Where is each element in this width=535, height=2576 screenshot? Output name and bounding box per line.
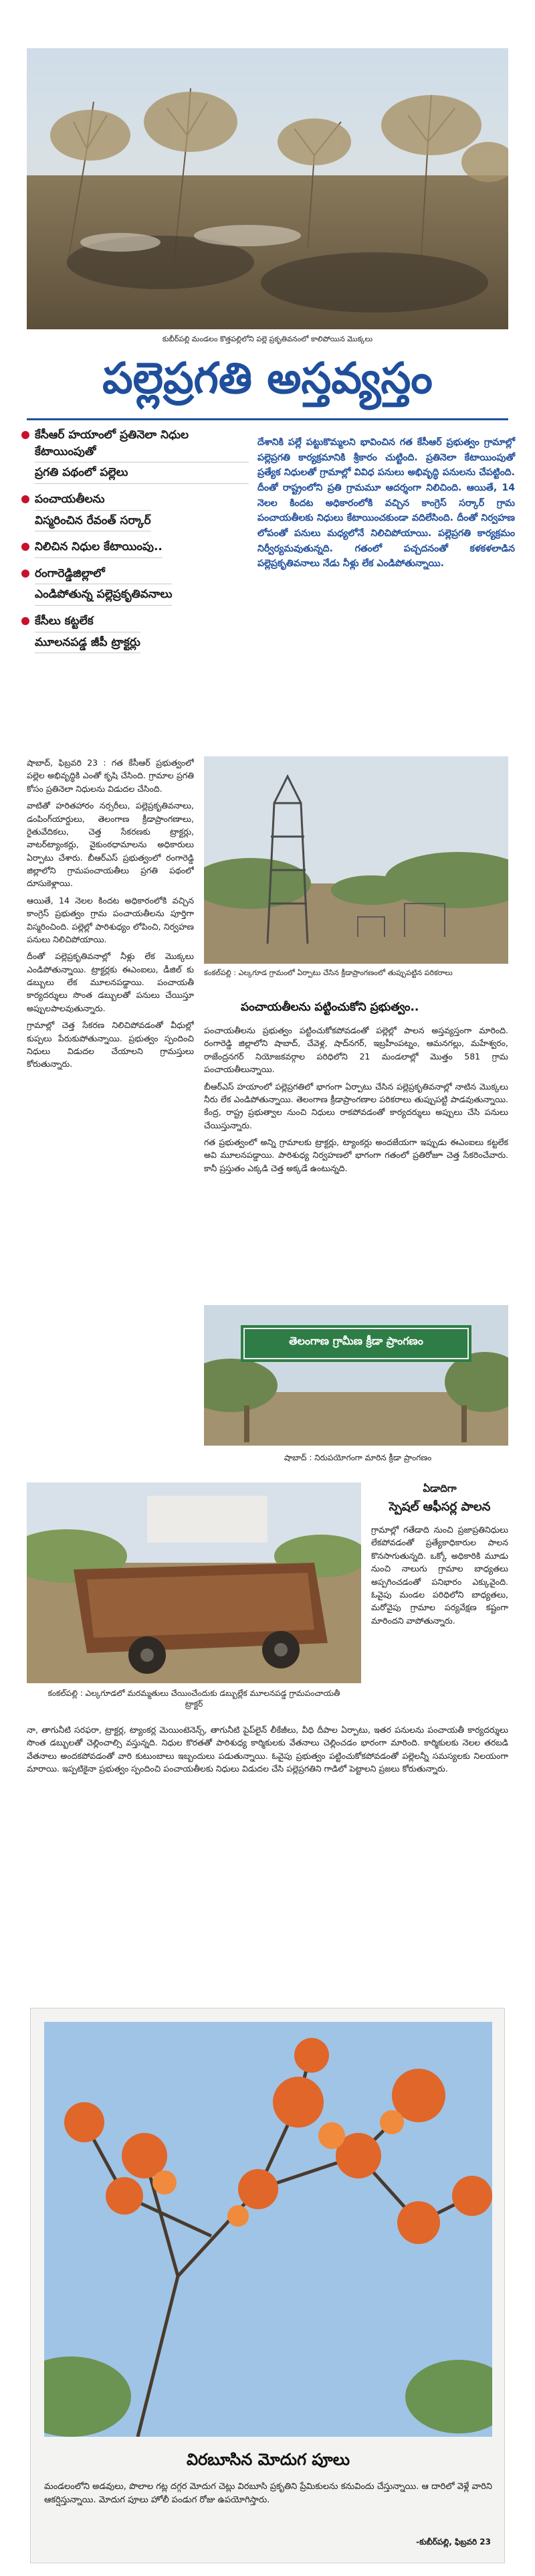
bullet-marker — [21, 570, 29, 578]
bullet-1 — [21, 427, 249, 486]
right-para-2: బీఆర్ఎస్ హయాంలో పల్లెప్రగతిలో భాగంగా ఏర్పాటు చేసిన పల్లెప్రకృతివనాల్లో నాటిన మొక్కలు నీరు లేక ఎండిపోతున్నాయి. తెలంగాణ క్రీడాప్రాంగణాల పరికరాలు తుప్పుపట్టి పాడవుతున్నాయి. కేంద్ర, రాష్ట్ర ప్రభుత్వాల నుంచి నిధులు రాకపోవడంతో కార్యదర్శులు అప్పులు చేసి పనులు చేయిస్తున్నారు. — [204, 1081, 508, 1130]
left-para-3: ఆయితే, 14 నెలల కిందట అధికారంలోకి వచ్చిన కాంగ్రెస్ ప్రభుత్వం గ్రామ పంచాయతీలను పూర్తిగా విస్మరించింది. పల్లెల్లో పారిశుధ్యం లోపించి, నిర్వహణ పనులు నిలిచిపోయాయి. — [27, 895, 194, 944]
right-para-1: పంచాయతీలను ప్రభుత్వం పట్టించుకోకపోవడంతో పల్లెల్లో పాలన అస్తవ్యస్తంగా మారింది. రంగారెడ్డి జిల్లాలోని షాబాద్, చేవెళ్ల, షాద్‌నగర్, ఇబ్రహీంపట్నం, ఆమనగల్లు, మహేశ్వరం, రాజేంద్రనగర్ నియోజకవర్గాల పరిధిలోని 21 మండలాల్లో మొత్తం 581 గ్రామ పంచాయతీలున్నాయి. — [204, 1025, 508, 1075]
photo4-caption: కంకల్‌పల్లి : ఎల్కగూడలో మరమ్మతులు చేయించేందుకు డబ్బుల్లేక మూలనపడ్డ గ్రామపంచాయతీ ట్రాక్టర్ — [47, 1689, 340, 1709]
bullet-marker — [21, 431, 29, 439]
feature-text: మండలంలోని అడవులు, పొలాల గట్ల దగ్గర మోదుగ చెట్లు విరబూసి ప్రకృతిని ప్రేమికులను కనువిందు చేస్తున్నాయి. ఆ దారిలో వెళ్లే వారిని ఆకర్షిస్తున్నాయి. మోదుగ పూలు హోలీ పండుగ రోజు ఉపయోగిస్తారు. — [44, 2482, 493, 2506]
bullet-marker — [21, 543, 29, 551]
box-text: గ్రామాల్లో గతేడాది నుంచి ప్రజాప్రతినిధులు లేకపోవడంతో ప్రత్యేకాధికారుల పాలన కొనసాగుతున్నది. ఒక్కో అధికారికి మూడు నుంచి నాలుగు గ్రామాల బాధ్యతలు అప్పగించడంతో పనిభారం ఎక్కువైంది. ఓవైపు మండల పరిధిలోని బాధ్యతలు, మరోవైపు గ్రామాల పర్యవేక్షణ కష్టంగా మారిందని వాపోతున్నారు. — [371, 1525, 508, 1626]
flame-flowers-feature — [30, 2008, 505, 2563]
box-title-2: స్పెషల్ ఆఫీసర్ల పాలన — [389, 1500, 491, 1514]
sign-board-text: తెలంగాణ గ్రామీణ క్రీడా ప్రాంగణం — [289, 1335, 423, 1347]
sports-ground-photo — [204, 756, 508, 964]
unused-ground-photo — [204, 1305, 508, 1446]
bullet-3 — [21, 539, 249, 560]
photo3-caption: షాబాద్ : నిరుపయోగంగా మారిన క్రీడా ప్రాంగణం — [284, 1453, 432, 1462]
bullet-2 — [21, 491, 249, 533]
bullet-3-line-1: నిలిచిన నిధుల కేటాయింపు.. — [35, 539, 163, 558]
abandoned-tractor-photo — [27, 1482, 361, 1683]
right-column-text — [204, 1024, 508, 1292]
dried-plants-photo — [27, 48, 508, 329]
bullet-1-line-1: కేసీఆర్ హయాంలో ప్రతినెలా నిధుల కేటాయింపుతో — [35, 427, 249, 462]
bullet-1-line-2: ప్రగతి పథంలో పల్లెలు — [35, 464, 249, 484]
left-para-2: వాటితో హరితహారం నర్సరీలు, పల్లెప్రకృతివనాలు, డంపింగ్‌యార్డులు, తెలంగాణ క్రీడాప్రాంగణాలు, రైతువేదికలు, చెత్త సేకరణకు ట్రాక్టర్లు, వాటర్‌ట్యాంకర్లు, వైకుంఠధామాలను అధికారులు ఏర్పాటు చేశారు. బీఆర్ఎస్ ప్రభుత్వంలో రంగారెడ్డి జిల్లాలోని గ్రామపంచాయతీలు ప్రగతి పథంలో దూసుకెళ్లాయి. — [27, 800, 194, 889]
photo2-caption: కంకల్‌పల్లి : ఎల్కగూడ గ్రామంలో ఏర్పాటు చేసిన క్రీడాప్రాంగణంలో తుప్పుపట్టిన పరికరాలు — [204, 968, 453, 977]
bullet-5 — [21, 613, 249, 655]
left-para-4: దీంతో పల్లెప్రకృతివనాల్లో నీళ్లు లేక మొక్కలు ఎండిపోతున్నాయి. ట్రాక్టర్లకు ఈఎంఐలు, డీజిల్ కు డబ్బులు లేక మూలనపడ్డాయి. పంచాయతీ కార్యదర్శులు సొంత డబ్బులతో పనులు చేయిస్తూ అప్పులపాలవుతున్నారు. — [27, 951, 194, 1013]
left-column-text — [27, 756, 194, 1426]
bullet-4-line-2: ఎండిపోతున్న పల్లెప్రకృతివనాలు — [35, 586, 172, 606]
bullet-marker — [21, 617, 29, 625]
lead-paragraph: దేశానికి పల్లెే పట్టుకొమ్మలని భావించిన గత కేసీఆర్ ప్రభుత్వం గ్రామాల్లో పల్లెప్రగతి కార్యక్రమానికి శ్రీకారం చుట్టింది. ప్రతినెలా కేటాయింపుతో ప్రత్యేక నిధులతో గ్రామాల్లో వివిధ పనులు అభివృద్ధి పనులను చేపట్టింది. దీంతో రాష్ట్రంలోని ప్రతి గ్రామమూ ఆదర్శంగా నిలిచింది. ఆయితే, 14 నెలల కిందట అధికారంలోకి వచ్చిన కాంగ్రెస్ సర్కార్ గ్రామ పంచాయతీలకు నిధులు కేటాయించకుండా వదిలేసింది. దీంతో నిర్వహణ లోపంతో పనులు మధ్యలోనే నిలిచిపోయాయి. పల్లెప్రగతి కార్యక్రమం నిర్వీర్యమవుతున్నది. గతంలో పచ్చదనంతో కళకళలాడిన పల్లెప్రకృతివనాలు నేడు నీళ్లు లేక ఎండిపోతున్నాయి. — [257, 437, 515, 570]
left-para-5: గ్రామాల్లో చెత్త సేకరణ నిలిచిపోవడంతో వీధుల్లో కుప్పలు పేరుకుపోతున్నాయి. ప్రభుత్వం స్పందించి నిధులు విడుదల చేయాలని గ్రామస్తులు కోరుతున్నారు. — [27, 1020, 194, 1069]
bullet-5-line-2: మూలనపడ్డ జీపీ ట్రాక్టర్లు — [35, 634, 140, 654]
section-subhead: పంచాయతీలను పట్టించుకోని ప్రభుత్వం.. — [241, 1001, 419, 1014]
bullet-2-line-2: విస్మరించిన రేవంత్ సర్కార్ — [35, 513, 151, 532]
bottom-continuation-text: నా, తాగునీటి సరఫరా, ట్రాక్టర్ల, ట్యాంకర్ల మెయింటెనెన్స్, తాగునీటి పైప్‌లైన్ లీకేజీలు, వీధి దీపాల ఏర్పాటు, ఇతర పనులను పంచాయతీ కార్యదర్శులు సొంత డబ్బులతో చెల్లించాల్సి వస్తున్నది. నిధుల కొరతతో పారిశుధ్య కార్మికులకు వేతనాలు చెల్లించడం భారంగా మారింది. కార్మికులకు నెలల తరబడి వేతనాలు అందకపోవడంతో వారి కుటుంబాలు ఇబ్బందులు పడుతున్నాయి. ఓవైపు ప్రభుత్వం పట్టించుకోకపోవడంతో పల్లెలన్నీ సమస్యలకు నిలయంగా మారాయి. ఇప్పటికైనా ప్రభుత్వం స్పందించి పంచాయతీలకు నిధులు విడుదల చేసి పల్లెప్రగతిని గాడిలో పెట్టాలని ప్రజలు కోరుతున్నారు. — [27, 1725, 508, 1774]
special-officer-box — [371, 1482, 508, 1710]
headline-rule — [27, 418, 508, 420]
feature-title: విరబూసిన మోదుగ పూలు — [186, 2450, 350, 2469]
bullet-marker — [21, 495, 29, 503]
bullet-5-line-1: కేసీలు కట్టలేక — [35, 613, 140, 632]
top-photo-caption: కుబీర్‌పల్లి మండలం కొత్తపల్లిలోని పల్లె ప్రకృతివనంలో కాలిపోయిన మొక్కలు — [162, 335, 373, 343]
box-title-1: ఏడాదిగా — [423, 1482, 457, 1494]
bullet-4 — [21, 566, 249, 608]
bullet-4-line-1: రంగారెడ్డిజిల్లాలో — [35, 566, 172, 585]
left-para-1: షాబాద్, ఫిబ్రవరి 23 : గత కేసీఆర్ ప్రభుత్వంలో పల్లెల అభివృద్ధికి ఎంతో కృషి చేసింది. గ్రామాల ప్రగతి కోసం ప్రతినెలా నిధులను విడుదల చేసింది. — [27, 758, 194, 794]
main-headline: పల్లెప్రగతి అస్తవ్యస్తం — [102, 354, 433, 404]
right-para-3: గత ప్రభుత్వంలో అన్ని గ్రామాలకు ట్రాక్టర్లు, ట్యాంకర్లు అందజేయగా ఇప్పుడు ఈఎంఐలు కట్టలేక అవి మూలనపడ్డాయి. పారిశుధ్య నిర్వహణలో భాగంగా గతంలో ప్రతిరోజూ చెత్త సేకరించేవారు. కానీ ప్రస్తుతం ఎక్కడి చెత్త అక్కడే ఉంటున్నది. — [204, 1137, 508, 1173]
feature-credit: -కుబీర్‌పల్లి, ఫిబ్రవరి 23 — [416, 2537, 491, 2547]
flame-flowers-photo — [44, 2022, 492, 2437]
bullet-2-line-1: పంచాయతీలను — [35, 491, 151, 511]
key-points — [21, 427, 249, 661]
